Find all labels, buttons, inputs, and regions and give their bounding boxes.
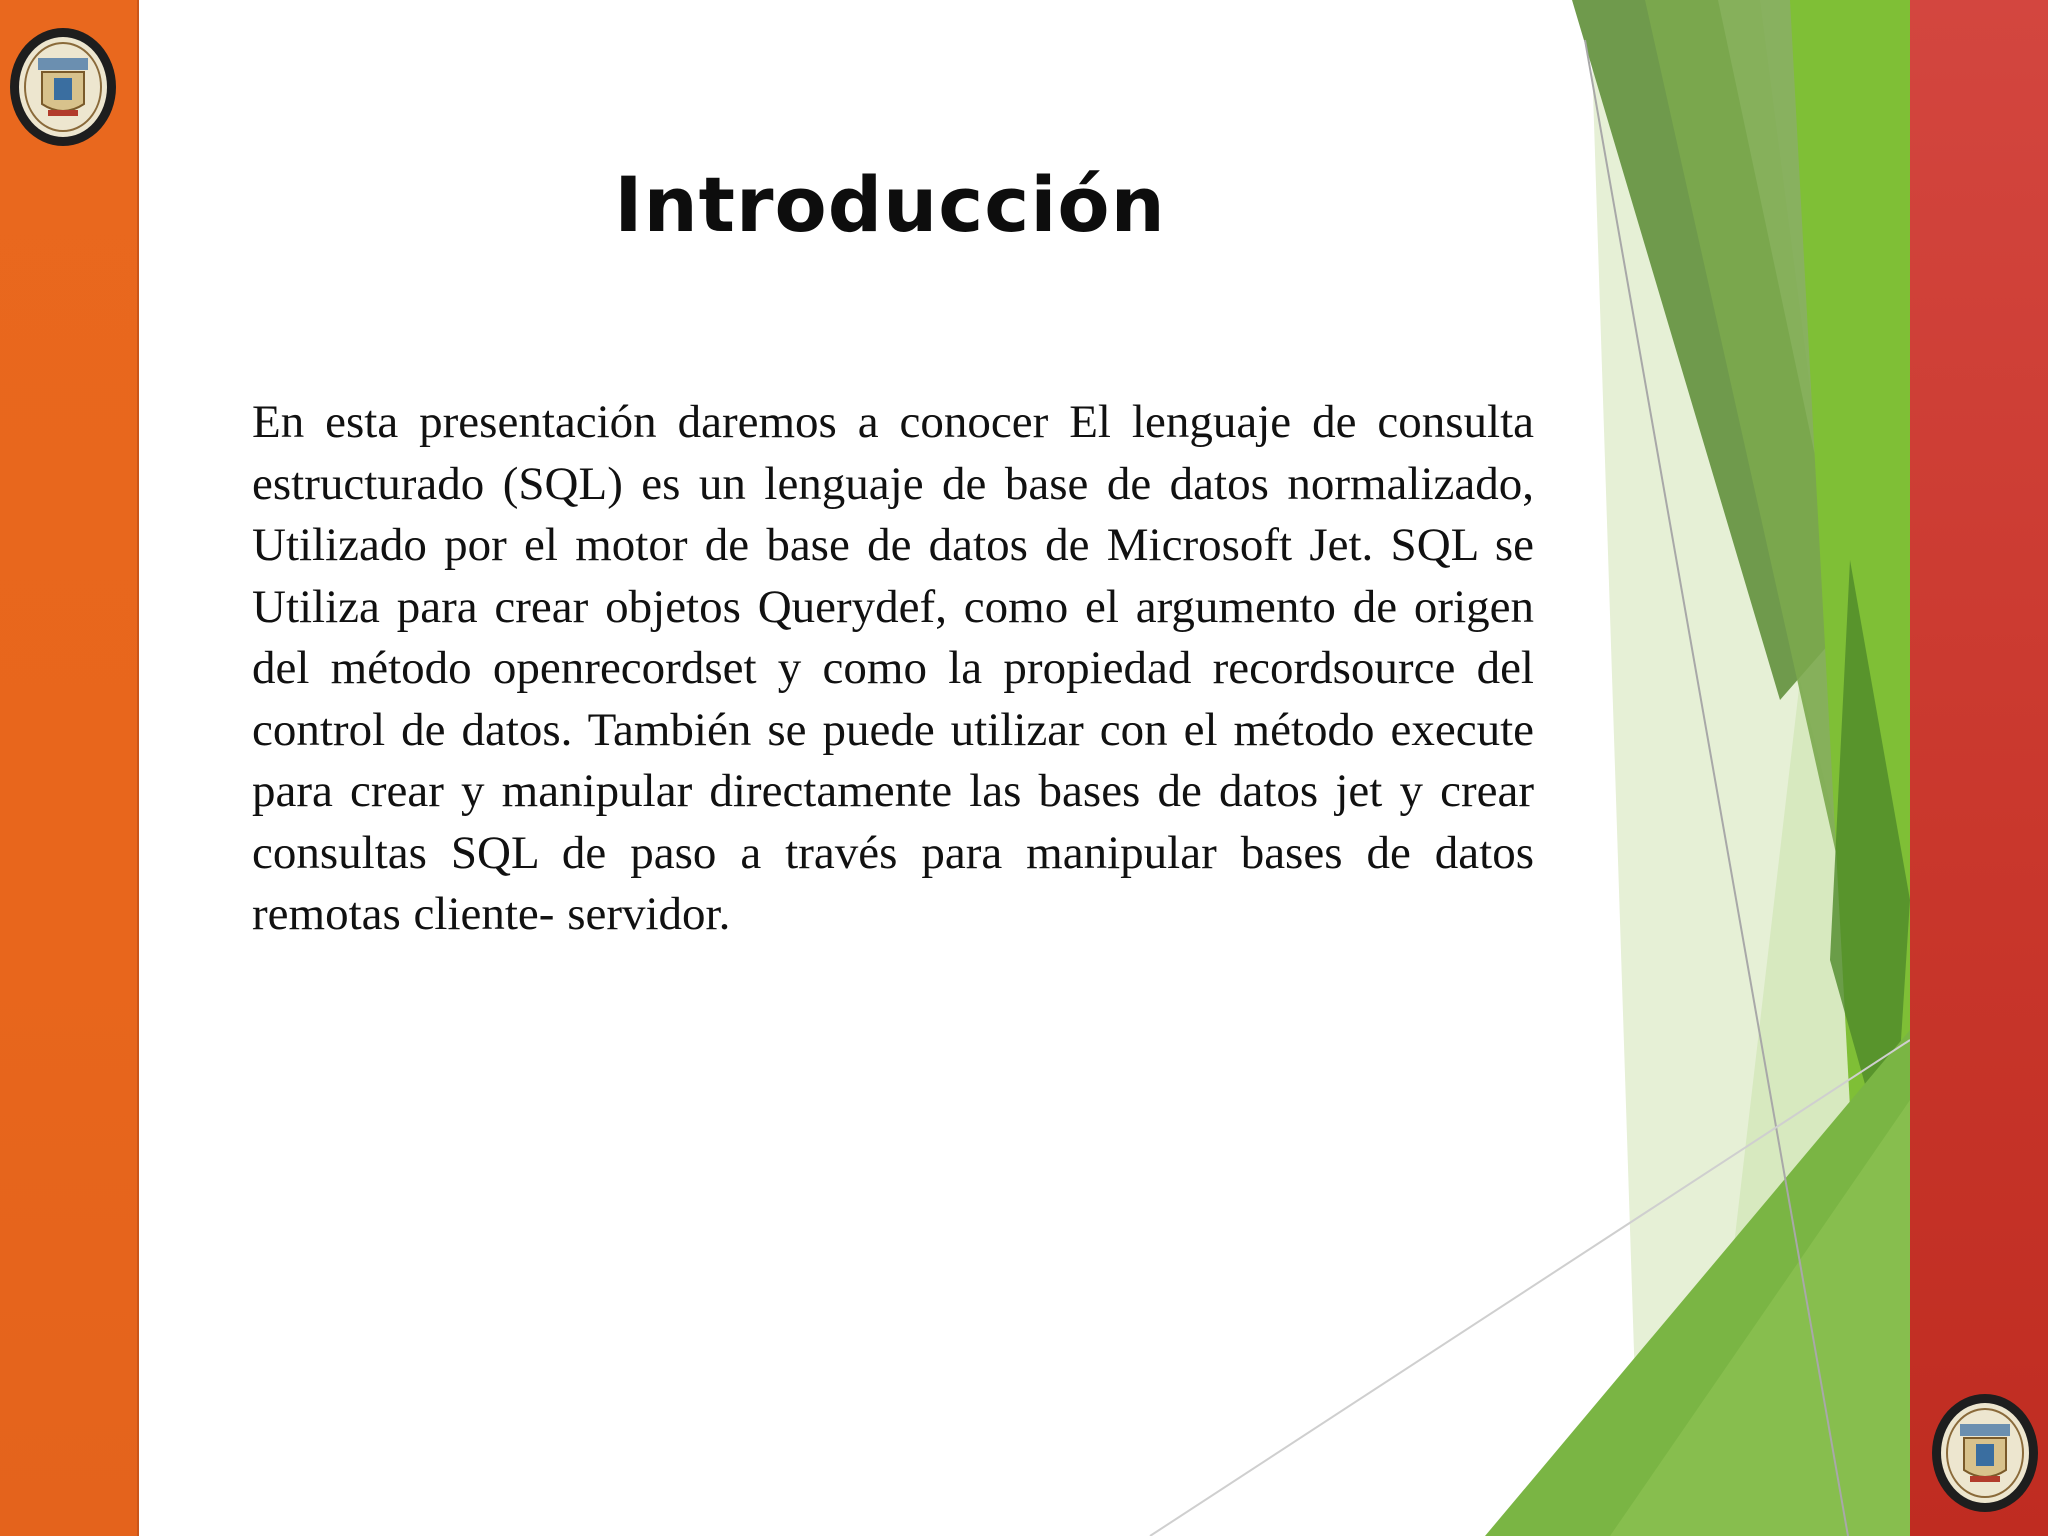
slide-body-text: En esta presentación daremos a conocer El lenguaje de consulta estructurado (SQL) es un lenguaje de base de datos normalizado, Utilizado por el motor de base de datos de Microsoft Jet. SQL se Utiliza para crear objetos Querydef, como el argumento de origen del método openrecordset y como la propiedad recordsource del control de datos. También se puede utilizar con el método execute para crear y manipular directamente las bases de datos jet y crear consultas SQL de paso a través para manipular bases de datos remotas cliente- servidor. (252, 396, 1534, 940)
slide-title: Introducción (614, 160, 1166, 249)
right-color-bar (1910, 0, 2048, 1536)
institution-seal-icon (8, 26, 118, 148)
institution-seal-icon (1930, 1392, 2040, 1514)
